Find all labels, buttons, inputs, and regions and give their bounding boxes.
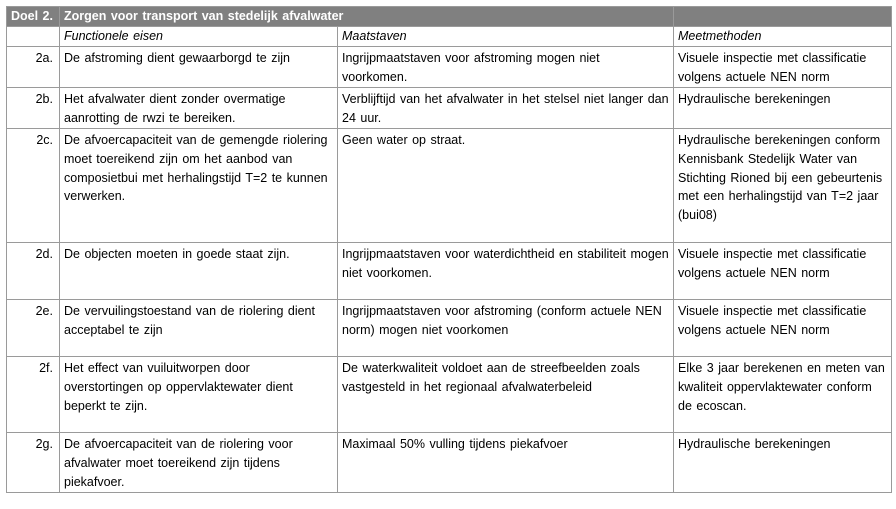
measure: Geen water op straat. [338,129,674,243]
column-header-methods: Meetmethoden [674,27,892,47]
measurement-method: Visuele inspectie met classificatie volgens actuele NEN norm [674,300,892,357]
goal-header-row [7,7,892,27]
functional-requirement: De afvoercapaciteit van de gemengde riolering moet toereikend zijn om het aanbod van composietbui met herhalingstijd T=2 te kunnen verwerken. [60,129,338,243]
functional-requirement: Het afvalwater dient zonder overmatige aanrotting de rwzi te bereiken. [60,88,338,129]
column-header-measures: Maatstaven [338,27,674,47]
measure: Ingrijpmaatstaven voor waterdichtheid en stabiliteit mogen niet voorkomen. [338,243,674,300]
measure: Ingrijpmaatstaven voor afstroming mogen niet voorkomen. [338,47,674,88]
goal-title: Zorgen voor transport van stedelijk afvalwater [60,7,674,27]
measurement-method: Visuele inspectie met classificatie volgens actuele NEN norm [674,243,892,300]
measure: Ingrijpmaatstaven voor afstroming (conform actuele NEN norm) mogen niet voorkomen [338,300,674,357]
table-row [7,357,892,433]
functional-requirement: Het effect van vuiluitworpen door overstortingen op oppervlaktewater dient beperkt te zijn. [60,357,338,433]
column-header-row [7,27,892,47]
measure: De waterkwaliteit voldoet aan de streefbeelden zoals vastgesteld in het regionaal afvalwaterbeleid [338,357,674,433]
table-row [7,433,892,493]
measurement-method: Visuele inspectie met classificatie volgens actuele NEN norm [674,47,892,88]
measure: Maximaal 50% vulling tijdens piekafvoer [338,433,674,493]
functional-requirement: De objecten moeten in goede staat zijn. [60,243,338,300]
row-id: 2g. [7,433,60,493]
table-row [7,300,892,357]
row-id: 2d. [7,243,60,300]
table-row [7,47,892,88]
functional-requirement: De vervuilingstoestand van de riolering dient acceptabel te zijn [60,300,338,357]
row-id: 2c. [7,129,60,243]
measure: Verblijftijd van het afvalwater in het stelsel niet langer dan 24 uur. [338,88,674,129]
functional-requirement: De afstroming dient gewaarborgd te zijn [60,47,338,88]
row-id: 2f. [7,357,60,433]
goal-number: Doel 2. [7,7,60,27]
functional-requirement: De afvoercapaciteit van de riolering voor afvalwater moet toereikend zijn tijdens piekafvoer. [60,433,338,493]
row-id: 2e. [7,300,60,357]
row-id: 2b. [7,88,60,129]
column-header-functional: Functionele eisen [60,27,338,47]
goal-header-empty [674,7,892,27]
table-row [7,88,892,129]
measurement-method: Elke 3 jaar berekenen en meten van kwaliteit oppervlaktewater conform de ecoscan. [674,357,892,433]
measurement-method: Hydraulische berekeningen [674,433,892,493]
table-row [7,243,892,300]
table-row [7,129,892,243]
measurement-method: Hydraulische berekeningen [674,88,892,129]
column-header-id [7,27,60,47]
row-id: 2a. [7,47,60,88]
requirements-table [6,6,892,493]
measurement-method: Hydraulische berekeningen conform Kennisbank Stedelijk Water van Stichting Rioned bij een gebeurtenis met een herhalingstijd van T=2 jaar (bui08) [674,129,892,243]
